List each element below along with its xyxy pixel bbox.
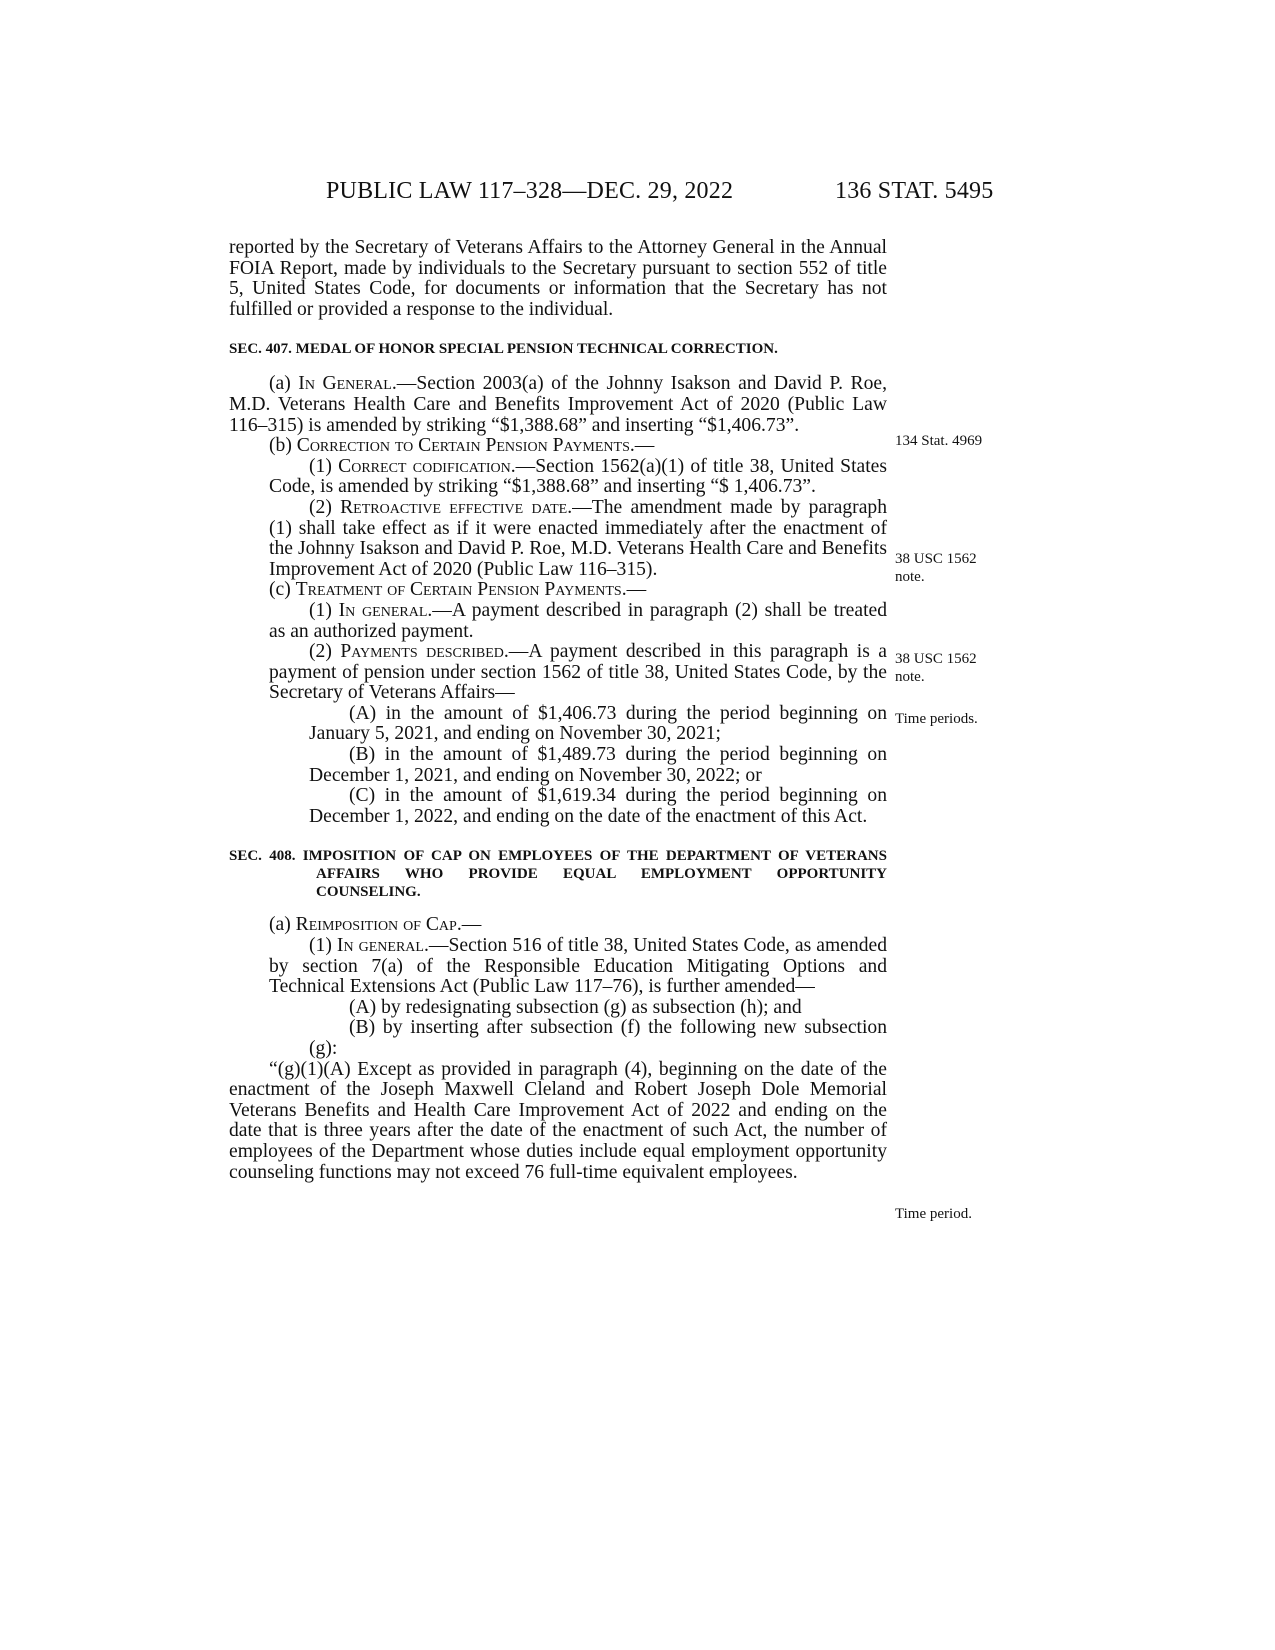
sec408-a1-text: Section 516 of title 38, United States Code, as amended by section 7(a) of the Responsible Education Mitigating Options and Technical Extensions Act (Public Law 117–76), is further amended— xyxy=(269,935,888,998)
continued-paragraph: reported by the Secretary of Veterans Affairs to the Attorney General in the Annual FOIA Report, made by individuals to the Secretary pursuant to section 552 of title 5, United States Code, for documents or information that the Secretary has not fulfilled or provided a response to the individual. xyxy=(229,237,887,320)
sec407-a-heading: In General xyxy=(298,373,392,395)
sec408-a1-subparagraph-b: (B) by inserting after subsection (f) the following new subsection (g): xyxy=(309,1017,887,1059)
sec408-a-heading: Reimposition of Cap xyxy=(295,914,457,936)
sec407-b-heading: Correction to Certain Pension Payments xyxy=(296,435,630,457)
sec407-b2-heading: Retroactive effective date xyxy=(340,496,568,518)
margin-note: Time period. xyxy=(895,1206,972,1222)
margin-note: note. xyxy=(895,569,925,585)
sec407-c-paragraph-1: (1) In general.—A payment described in paragraph (2) shall be treated as an authorized payment. xyxy=(269,599,888,642)
sec407-subsection-b: (b) Correction to Certain Pension Payments.— xyxy=(269,435,655,457)
sec407-b2-text: The amendment made by paragraph (1) shall take effect as if it were enacted immediately after the enactment of the Johnny Isakson and David P. Roe, M.D. Veterans Health Care and Benefits Improvement Act of 2020 (Public Law 116–315). xyxy=(269,496,887,580)
sec408-a1-heading: In general xyxy=(336,935,424,957)
sec407-c2-subparagraph-a: (A) in the amount of $1,406.73 during the period beginning on January 5, 2021, and ending on November 30, 2021; xyxy=(309,702,887,745)
margin-note: note. xyxy=(895,669,925,685)
sec407-b-paragraph-2: (2) Retroactive effective date.—The amendment made by paragraph (1) shall take effect as if it were enacted immediately after the enactment of the Johnny Isakson and David P. Roe, M.D. Veterans Health Care and Benefits Improvement Act of 2020 (Public Law 116–315). xyxy=(269,496,887,580)
sec407-c1-text: A payment described in paragraph (2) shall be treated as an authorized payment. xyxy=(269,599,888,642)
sec408-subsection-a: (a) Reimposition of Cap.— xyxy=(269,914,482,936)
margin-note: 134 Stat. 4969 xyxy=(895,433,983,449)
sec407-a-text: Section 2003(a) of the Johnny Isakson and David P. Roe, M.D. Veterans Health Care and Benefits Improvement Act of 2020 (Public Law 116–315) is amended by striking “$1,388.68” and inserting “$1,406.73”. xyxy=(229,373,887,436)
sec407-c1-heading: In general xyxy=(338,599,428,621)
margin-note: Time periods. xyxy=(895,711,978,727)
sec407-subsection-c: (c) Treatment of Certain Pension Payments.— xyxy=(269,579,647,601)
margin-note: 38 USC 1562 xyxy=(895,651,977,667)
sec407-b1-text: Section 1562(a)(1) of title 38, United States Code, is amended by striking “$1,388.68” and inserting “$ 1,406.73”. xyxy=(269,455,887,498)
sec407-c-paragraph-2: (2) Payments described.—A payment described in this paragraph is a payment of pension under section 1562 of title 38, United States Code, by the Secretary of Veterans Affairs— xyxy=(269,641,888,704)
running-header-title: PUBLIC LAW 117–328—DEC. 29, 2022 xyxy=(326,178,734,204)
sec408-new-subsection-g: “(g)(1)(A) Except as provided in paragraph (4), beginning on the date of the enactment of the Joseph Maxwell Cleland and Robert Joseph Dole Memorial Veterans Benefits and Health Care Improvement Act of 2022 and ending on the date that is three years after the date of the enactment of such Act, the number of employees of the Department whose duties include equal employment opportunity counseling functions may not exceed 76 full-time equivalent employees. xyxy=(229,1058,887,1183)
margin-note: 38 USC 1562 xyxy=(895,551,977,567)
sec407-c2-text: A payment described in this paragraph is a payment of pension under section 1562 of title 38, United States Code, by the Secretary of Veterans Affairs— xyxy=(269,641,888,704)
sec407-subsection-a: (a) In General.—Section 2003(a) of the Johnny Isakson and David P. Roe, M.D. Veterans Health Care and Benefits Improvement Act of 2020 (Public Law 116–315) is amended by striking “$1,388.68” and inserting “$1,406.73”. xyxy=(229,373,887,436)
sec407-c-heading: Treatment of Certain Pension Payments xyxy=(295,579,622,601)
document-body xyxy=(229,238,887,1183)
page-number: 136 STAT. 5495 xyxy=(835,178,994,204)
sec407-c2-subparagraph-c: (C) in the amount of $1,619.34 during the period beginning on December 1, 2022, and ending on the date of the enactment of this Act. xyxy=(309,785,887,827)
sec407-b1-heading: Correct codification xyxy=(338,455,511,477)
section-408-heading: SEC. 408. IMPOSITION OF CAP ON EMPLOYEES OF THE DEPARTMENT OF VETERANS AFFAIRS WHO PROVIDE EQUAL EMPLOYMENT OPPORTUNITY COUNSELING. xyxy=(229,848,887,901)
section-407-heading: SEC. 407. MEDAL OF HONOR SPECIAL PENSION TECHNICAL CORRECTION. xyxy=(229,341,778,358)
sec408-a1-subparagraph-a: (A) by redesignating subsection (g) as subsection (h); and xyxy=(349,996,802,1018)
sec407-c2-subparagraph-b: (B) in the amount of $1,489.73 during the period beginning on December 1, 2021, and ending on November 30, 2022; or xyxy=(309,744,887,786)
sec407-c2-heading: Payments described xyxy=(340,641,504,663)
sec408-a-paragraph-1: (1) In general.—Section 516 of title 38, United States Code, as amended by section 7(a) of the Responsible Education Mitigating Options and Technical Extensions Act (Public Law 117–76), is further amended— xyxy=(269,935,888,998)
sec407-b-paragraph-1: (1) Correct codification.—Section 1562(a)(1) of title 38, United States Code, is amended by striking “$1,388.68” and inserting “$ 1,406.73”. xyxy=(269,455,887,498)
